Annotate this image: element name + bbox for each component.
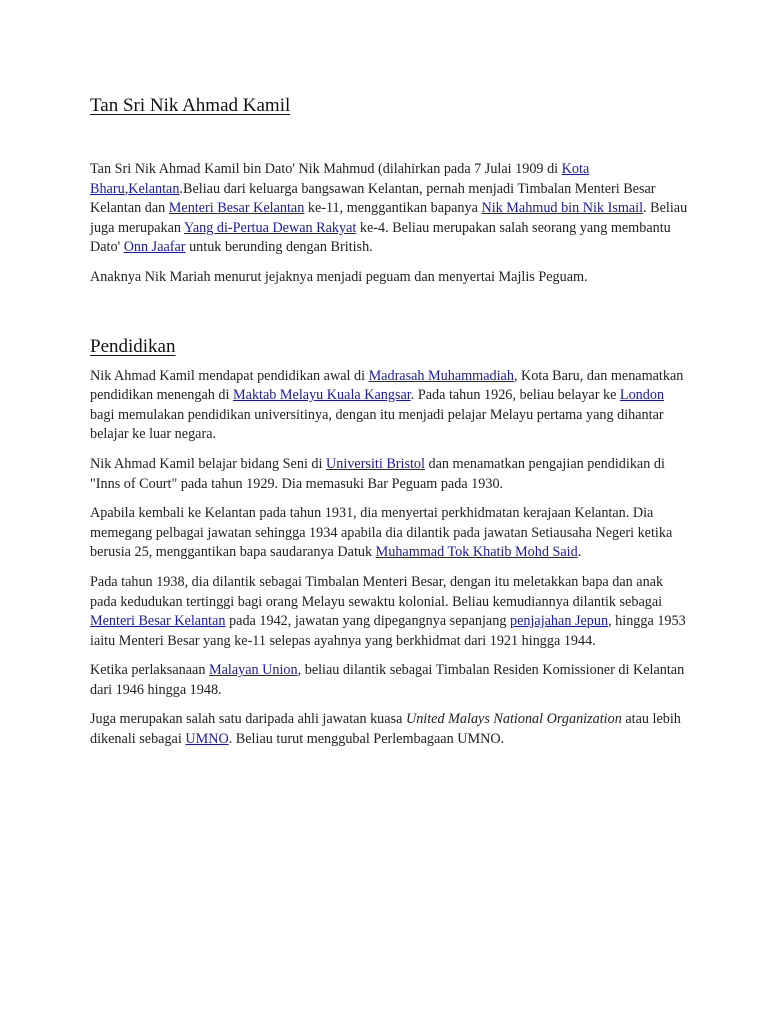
link-umno[interactable]: UMNO bbox=[185, 731, 229, 748]
intro-text-3: .Beliau dari keluarga bangsawan Kelantan, pernah menjadi Timbalan Menteri Besar Kelantan dan bbox=[90, 180, 656, 217]
edu4-text-3: , hingga 1953 iaitu Menteri Besar yang ke-11 selepas ayahnya yang berkhidmat dari 1921 hingga 1944. bbox=[90, 613, 686, 649]
link-maktab-melayu-kuala-kangsar[interactable]: Maktab Melayu Kuala Kangsar bbox=[233, 387, 411, 404]
edu1-text-1: Nik Ahmad Kamil mendapat pendidikan awal di bbox=[90, 367, 369, 384]
intro-text-7: untuk berunding dengan British. bbox=[185, 239, 373, 256]
intro-text-4: ke-11, menggantikan bapanya bbox=[304, 200, 482, 217]
edu5-text-1: Ketika perlaksanaan bbox=[90, 662, 209, 679]
link-malayan-union[interactable]: Malayan Union bbox=[208, 662, 298, 679]
edu2-text-2: dan menamatkan pengajian pendidikan di "Inns of Court" pada tahun 1929. Dia memasuki Bar Peguam pada 1930. bbox=[90, 455, 665, 492]
link-onn-jaafar[interactable]: Onn Jaafar bbox=[123, 239, 186, 256]
edu4-text-2: pada 1942, jawatan yang dipegangnya sepanjang bbox=[225, 613, 510, 630]
intro-paragraph bbox=[90, 160, 690, 258]
edu3-text-1: Apabila kembali ke Kelantan pada tahun 1931, dia menyertai perkhidmatan kerajaan Kelantan. Dia memegang pelbagai jawatan sehingga 1934 apabila dia dilantik pada jawatan Setiausaha Negeri ketika berusia 25, menggantikan bapa saudaranya Datuk bbox=[90, 505, 673, 561]
edu6-italic-organization: United Malays National Organization bbox=[405, 711, 622, 728]
document-page bbox=[90, 90, 690, 750]
intro-paragraph-2: Anaknya Nik Mariah menurut jejaknya menjadi peguam dan menyertai Majlis Peguam. bbox=[90, 268, 588, 285]
edu4-text-1: Pada tahun 1938, dia dilantik sebagai Timbalan Menteri Besar, dengan itu meletakkan bapa dan anak pada kedudukan tertinggi bagi orang Melayu sewaktu kolonial. Beliau kemudiannya dilantik sebagai bbox=[90, 573, 664, 610]
intro-text-6: ke-4. Beliau merupakan salah seorang yang membantu Dato' bbox=[90, 219, 671, 256]
link-nik-mahmud[interactable]: Nik Mahmud bin Nik Ismail bbox=[481, 200, 644, 217]
edu5-text-2: , beliau dilantik sebagai Timbalan Residen Komissioner di Kelantan dari 1946 hingga 1948. bbox=[90, 662, 685, 698]
education-paragraph-3 bbox=[90, 504, 690, 563]
link-universiti-bristol[interactable]: Universiti Bristol bbox=[326, 455, 425, 472]
intro-text-2: , bbox=[124, 180, 129, 197]
link-london[interactable]: London bbox=[619, 387, 665, 404]
link-penjajahan-jepun[interactable]: penjajahan Jepun bbox=[509, 613, 609, 630]
education-paragraph-2 bbox=[90, 455, 690, 494]
edu6-text-2: atau lebih dikenali sebagai bbox=[90, 711, 681, 748]
link-kota-bharu[interactable]: Kota Bharu bbox=[90, 161, 590, 197]
page-title: Tan Sri Nik Ahmad Kamil bbox=[90, 95, 291, 116]
link-menteri-besar-kelantan-2[interactable]: Menteri Besar Kelantan bbox=[90, 613, 226, 630]
edu1-text-3: . Pada tahun 1926, beliau belayar ke bbox=[410, 387, 620, 404]
education-paragraph-5 bbox=[90, 661, 690, 700]
link-menteri-besar-kelantan[interactable]: Menteri Besar Kelantan bbox=[168, 200, 305, 217]
edu3-text-2: . bbox=[577, 544, 582, 561]
edu6-text-1: Juga merupakan salah satu daripada ahli jawatan kuasa bbox=[90, 711, 406, 728]
education-paragraph-1 bbox=[90, 367, 690, 445]
section-heading-pendidikan: Pendidikan bbox=[90, 335, 176, 357]
edu1-text-4: bagi memulakan pendidikan universitinya, dengan itu menjadi pelajar Melayu pertama yang dihantar belajar ke luar negara. bbox=[90, 406, 664, 443]
link-kelantan[interactable]: Kelantan bbox=[128, 180, 180, 197]
link-yang-di-pertua-dewan-rakyat[interactable]: Yang di-Pertua Dewan Rakyat bbox=[184, 219, 357, 236]
edu2-text-1: Nik Ahmad Kamil belajar bidang Seni di bbox=[90, 455, 327, 472]
link-muhammad-tok-khatib[interactable]: Muhammad Tok Khatib Mohd Said bbox=[375, 544, 578, 561]
intro-text-5: . Beliau juga merupakan bbox=[90, 200, 688, 236]
education-paragraph-4 bbox=[90, 573, 690, 651]
link-madrasah-muhammadiah[interactable]: Madrasah Muhammadiah bbox=[368, 367, 514, 384]
education-paragraph-6 bbox=[90, 710, 690, 749]
edu1-text-2: , Kota Baru, dan menamatkan pendidikan menengah di bbox=[90, 367, 684, 404]
intro-text-1: Tan Sri Nik Ahmad Kamil bin Dato' Nik Mahmud (dilahirkan pada 7 Julai 1909 di bbox=[90, 161, 562, 177]
edu6-text-3: . Beliau turut menggubal Perlembagaan UMNO. bbox=[228, 731, 505, 748]
